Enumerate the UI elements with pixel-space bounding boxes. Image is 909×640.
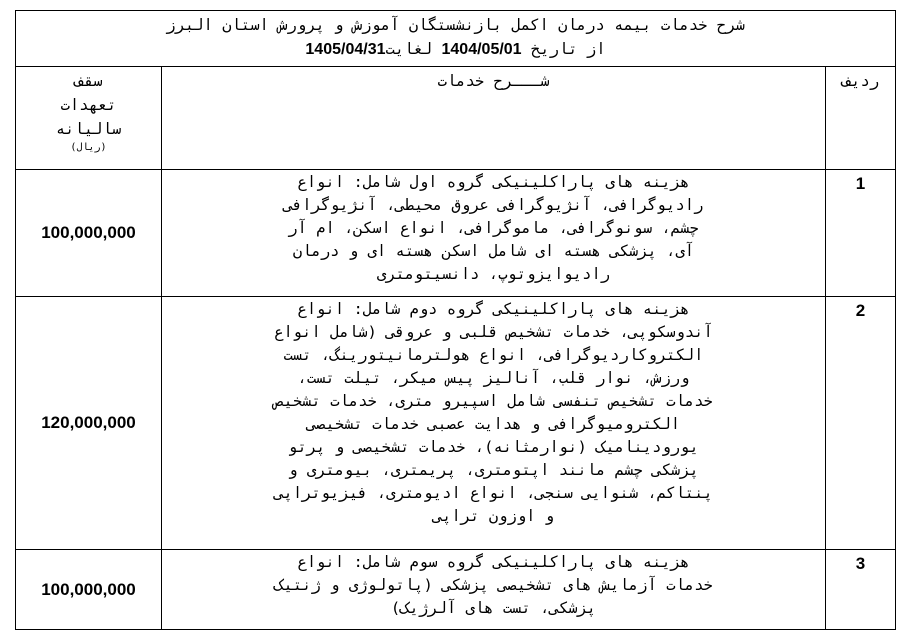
description-line: الکترومیوگرافی و هدایت عصبی خدمات تشخیصی [306, 415, 681, 433]
title-line-2 [16, 37, 895, 62]
description-line: هزینه های پاراکلینیکی گروه دوم شامل: انواع [297, 300, 690, 318]
description-line: آی، پزشکی هسته ای شامل اسکن هسته ای و درمان [292, 242, 695, 260]
description-line: و اوزون تراپی [432, 507, 555, 525]
description-line: یورودینامیک (نوارمثانه)، خدمات تشخیصی و پرتو [288, 438, 699, 456]
services-table [15, 10, 896, 630]
title-row [15, 11, 895, 67]
end-date: 1405/04/31 [305, 41, 386, 58]
ceiling-label-3: سالیانه [55, 120, 122, 138]
header-description: شـــرح خدمات [162, 67, 826, 170]
description-line: پزشکی، تست های آلرژیک) [390, 599, 597, 617]
description-line: ورزش، نوار قلب، آنالیز پیس میکر، تیلت تست، [297, 369, 690, 387]
document-title [15, 11, 895, 67]
ceiling-unit: (ریال) [70, 142, 107, 153]
ceiling-label-1: سقف [74, 72, 103, 90]
description-line: خدمات آزمایش های تشخیصی پزشکی (پاتولوژی و ژنتیک [274, 576, 713, 594]
table-row [15, 170, 895, 297]
description-line: رادیوگرافی، آنژیوگرافی عروق محیطی، آنژیوگرافی [283, 196, 704, 214]
ceiling-amount: 100,000,000 [15, 550, 161, 630]
title-line-1: شرح خدمات بیمه درمان اکمل بازنشستگان آموزش و پرورش استان البرز [166, 16, 745, 34]
ceiling-amount: 100,000,000 [15, 170, 161, 297]
description-line: الکتروکاردیوگرافی، انواع هولترمانیتورینگ، تست [283, 346, 704, 364]
header-row-no: ردیف [826, 67, 896, 170]
ceiling-amount: 120,000,000 [15, 297, 161, 550]
description-line: خدمات تشخیص تنفسی شامل اسپیرو متری، خدمات تشخیص [274, 392, 713, 410]
description-line: هزینه های پاراکلینیکی گروه سوم شامل: انواع [297, 553, 690, 571]
service-description [162, 550, 826, 630]
header-ceiling [15, 67, 161, 170]
description-line: آندوسکوپی، خدمات تشخیص قلبی و عروقی (شامل انواع [274, 323, 713, 341]
date-from-label: از تاریخ [530, 40, 606, 58]
service-description [162, 170, 826, 297]
service-description [162, 297, 826, 550]
row-number: 1 [826, 170, 896, 297]
date-to-label: لغایت [385, 40, 433, 58]
insurance-services-sheet [16, 10, 896, 630]
description-line: پنتاکم، شنوایی سنجی، انواع ادیومتری، فیزیوتراپی [274, 484, 713, 502]
row-number: 3 [826, 550, 896, 630]
description-line: چشم، سونوگرافی، ماموگرافی، انواع اسکن، ام آر [288, 219, 699, 237]
start-date: 1404/05/01 [441, 41, 522, 58]
header-row [15, 67, 895, 170]
description-line: هزینه های پاراکلینیکی گروه اول شامل: انواع [297, 173, 690, 191]
ceiling-label-2: تعهدات [60, 96, 117, 114]
row-number: 2 [826, 297, 896, 550]
description-line: رادیوایزوتوپ، دانسیتومتری [376, 265, 611, 283]
table-row [15, 297, 895, 550]
table-row [15, 550, 895, 630]
description-line: پزشکی چشم مانند اپتومتری، پریمتری، بیومتری و [288, 461, 699, 479]
